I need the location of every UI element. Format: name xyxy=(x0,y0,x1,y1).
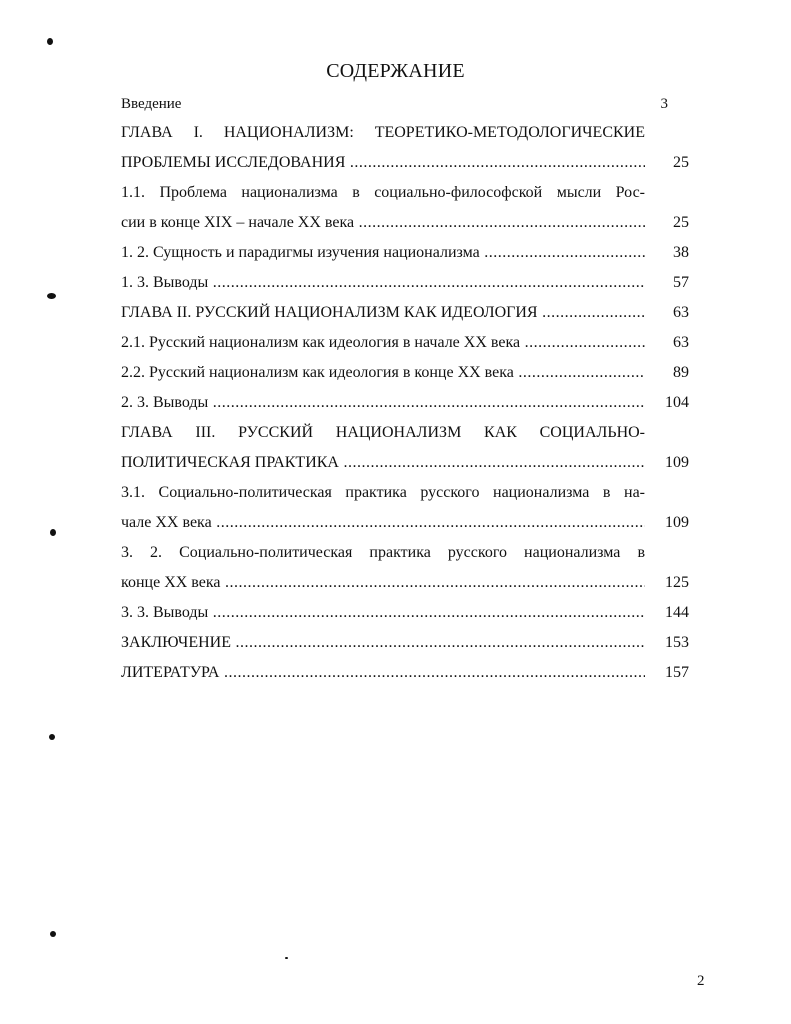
scan-speck xyxy=(47,38,53,45)
toc-entry xyxy=(121,238,689,268)
toc-entry-label: ГЛАВА III. РУССКИЙ НАЦИОНАЛИЗМ КАК СОЦИАЛЬНО- xyxy=(121,424,645,441)
toc-entry-page: 104 xyxy=(665,394,689,411)
toc-entry-label: сии в конце XIX – начале XX века ..... xyxy=(121,208,645,238)
toc-entry-label: ГЛАВА I. НАЦИОНАЛИЗМ: ТЕОРЕТИКО-МЕТОДОЛОГИЧЕСКИЕ xyxy=(121,124,645,141)
toc-entry-page: 38 xyxy=(673,244,689,261)
toc-entry-label: ПОЛИТИЧЕСКАЯ ПРАКТИКА ..... xyxy=(121,448,645,478)
toc-entry xyxy=(121,178,689,208)
page-title: СОДЕРЖАНИЕ xyxy=(326,60,465,82)
toc-entry xyxy=(121,478,689,508)
toc-entry xyxy=(121,598,689,628)
toc-entry-page: 144 xyxy=(665,604,689,621)
toc-entry xyxy=(121,568,689,598)
toc-entry-page: 25 xyxy=(673,154,689,171)
toc-entry-page: 25 xyxy=(673,214,689,231)
toc-entry-label: 3. 3. Выводы ..... xyxy=(121,598,645,628)
toc-entry xyxy=(121,448,689,478)
toc-entry-page: 57 xyxy=(673,274,689,291)
toc-entry-page: 109 xyxy=(665,514,689,531)
toc-entry xyxy=(121,328,689,358)
toc-entry xyxy=(121,90,689,118)
toc-entry-label: Введение xyxy=(121,96,182,112)
table-of-contents xyxy=(121,90,689,688)
toc-entry-page: 125 xyxy=(665,574,689,591)
toc-entry xyxy=(121,118,689,148)
toc-entry xyxy=(121,538,689,568)
toc-entry-label: 3.1. Социально-политическая практика русского национализма в на- xyxy=(121,484,645,501)
toc-entry-label: чале XX века ..... xyxy=(121,508,645,538)
toc-entry-label: 2.2. Русский национализм как идеология в конце XX века ..... xyxy=(121,358,645,388)
toc-entry-page: 63 xyxy=(673,334,689,351)
toc-entry xyxy=(121,358,689,388)
toc-entry-label: ЗАКЛЮЧЕНИЕ ..... xyxy=(121,628,645,658)
toc-entry-label: ГЛАВА II. РУССКИЙ НАЦИОНАЛИЗМ КАК ИДЕОЛОГИЯ ..... xyxy=(121,298,645,328)
toc-entry-label: 1. 2. Сущность и парадигмы изучения национализма ..... xyxy=(121,238,645,268)
toc-entry-page: 63 xyxy=(673,304,689,321)
toc-entry-label: конце XX века ..... xyxy=(121,568,645,598)
toc-entry xyxy=(121,268,689,298)
toc-entry-page: 157 xyxy=(665,664,689,681)
toc-entry xyxy=(121,208,689,238)
toc-entry-label: ПРОБЛЕМЫ ИССЛЕДОВАНИЯ ..... xyxy=(121,148,645,178)
toc-entry xyxy=(121,418,689,448)
toc-entry-page: 153 xyxy=(665,634,689,651)
toc-entry-label: 2. 3. Выводы ..... xyxy=(121,388,645,418)
scan-speck xyxy=(285,957,288,959)
toc-entry-label: 1. 3. Выводы ..... xyxy=(121,268,645,298)
toc-entry-label: 3. 2. Социально-политическая практика русского национализма в xyxy=(121,544,645,561)
toc-entry xyxy=(121,508,689,538)
scan-speck xyxy=(49,734,55,740)
toc-entry-label: 1.1. Проблема национализма в социально-философской мысли Рос- xyxy=(121,184,645,201)
page-number: 2 xyxy=(697,973,705,989)
toc-entry-page: 3 xyxy=(660,96,668,112)
scan-speck xyxy=(50,529,56,536)
toc-entry-label: ЛИТЕРАТУРА ..... xyxy=(121,658,645,688)
toc-entry xyxy=(121,658,689,688)
toc-entry xyxy=(121,298,689,328)
scan-speck xyxy=(47,293,56,299)
toc-entry-label: 2.1. Русский национализм как идеология в начале XX века ..... xyxy=(121,328,645,358)
toc-entry xyxy=(121,628,689,658)
toc-entry-page: 89 xyxy=(673,364,689,381)
toc-entry-page: 109 xyxy=(665,454,689,471)
toc-entry xyxy=(121,388,689,418)
scan-speck xyxy=(50,931,56,937)
toc-entry xyxy=(121,148,689,178)
